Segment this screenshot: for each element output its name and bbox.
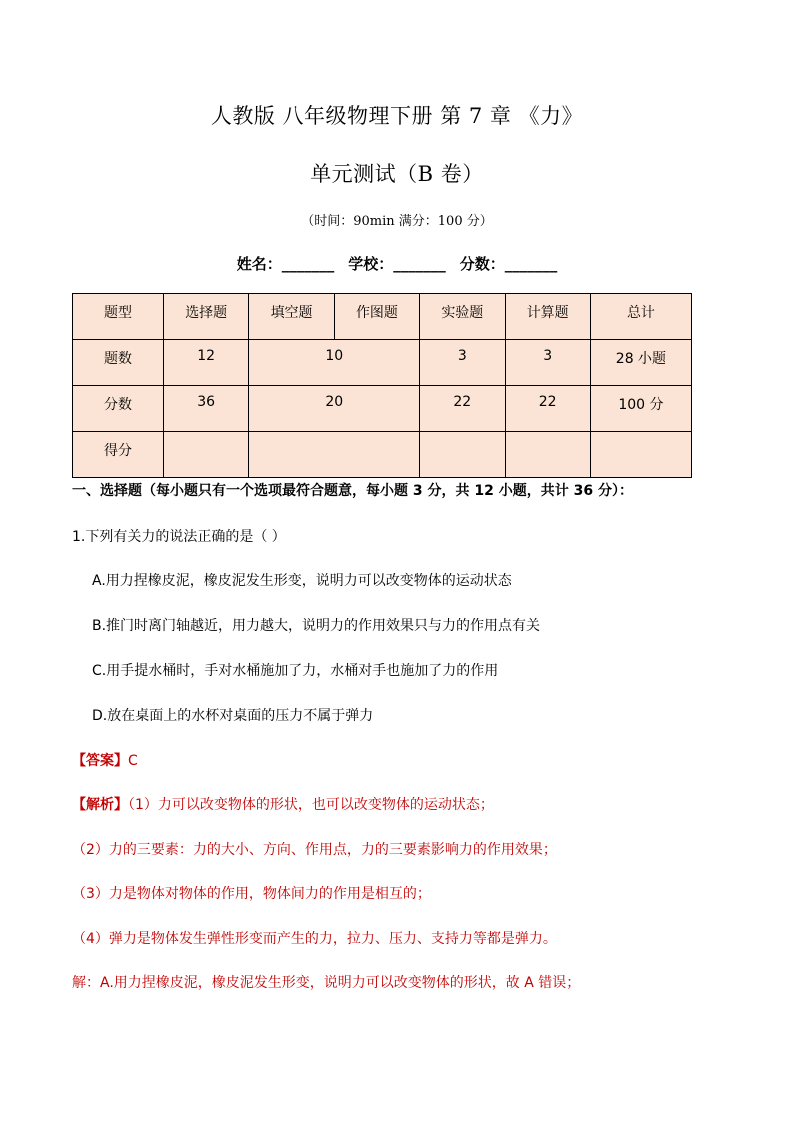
table-cell: 36	[164, 386, 249, 432]
analysis-point-2: （2）力的三要素：力的大小、方向、作用点，力的三要素影响力的作用效果；	[72, 842, 557, 858]
solution-line: 解：A.用力捏橡皮泥，橡皮泥发生形变，说明力可以改变物体的形状，故 A 错误；	[72, 975, 581, 991]
answer-value: C	[128, 753, 138, 769]
table-cell-empty	[590, 432, 691, 478]
analysis-point-4: （4）弹力是物体发生弹性形变而产生的力，拉力、压力、支持力等都是弹力。	[72, 931, 557, 947]
option-d: D.放在桌面上的水杯对桌面的压力不属于弹力	[92, 708, 374, 724]
table-cell: 22	[420, 386, 505, 432]
table-cell-empty	[164, 432, 249, 478]
table-header-cell: 题型	[73, 294, 164, 340]
analysis-point-1: （1）力可以改变物体的形状，也可以改变物体的运动状态；	[128, 797, 494, 813]
table-header-cell: 选择题	[164, 294, 249, 340]
analysis-point-3: （3）力是物体对物体的作用，物体间力的作用是相互的；	[72, 886, 431, 902]
exam-time-score: （时间：90min 满分：100 分）	[301, 214, 493, 229]
table-cell: 12	[164, 340, 249, 386]
option-a: A.用力捏橡皮泥，橡皮泥发生形变，说明力可以改变物体的运动状态	[92, 573, 512, 589]
score-table	[72, 293, 692, 478]
table-cell: 28 小题	[590, 340, 691, 386]
table-row-label: 得分	[73, 432, 164, 478]
table-row-label: 分数	[73, 386, 164, 432]
table-cell-empty	[249, 432, 420, 478]
name-field-label: 姓名：_______	[236, 255, 335, 273]
score-field-label: 分数：_______	[459, 255, 558, 273]
table-header-cell: 作图题	[334, 294, 419, 340]
table-cell: 22	[505, 386, 590, 432]
option-c: C.用手提水桶时，手对水桶施加了力，水桶对手也施加了力的作用	[92, 663, 499, 679]
table-header-row	[73, 294, 692, 340]
analysis-line	[72, 794, 494, 814]
table-cell: 100 分	[590, 386, 691, 432]
question-stem: 1.下列有关力的说法正确的是（ ）	[72, 529, 286, 545]
answer-label: 【答案】	[72, 753, 128, 769]
school-field-label: 学校：_______	[348, 255, 446, 273]
table-cell: 20	[249, 386, 420, 432]
table-cell: 3	[505, 340, 590, 386]
answer-line	[72, 750, 138, 770]
student-info-line	[0, 253, 794, 274]
table-cell: 10	[249, 340, 420, 386]
section-heading: 一、选择题（每小题只有一个选项最符合题意，每小题 3 分，共 12 小题，共计 36 分）：	[72, 483, 633, 499]
table-header-cell: 计算题	[505, 294, 590, 340]
table-row	[73, 432, 692, 478]
table-row	[73, 386, 692, 432]
table-cell-empty	[505, 432, 590, 478]
table-header-cell: 填空题	[249, 294, 334, 340]
option-b: B.推门时离门轴越近，用力越大，说明力的作用效果只与力的作用点有关	[92, 618, 541, 634]
table-header-cell: 实验题	[420, 294, 505, 340]
table-row-label: 题数	[73, 340, 164, 386]
table-row	[73, 340, 692, 386]
table-cell: 3	[420, 340, 505, 386]
document-title: 人教版 八年级物理下册 第 7 章 《力》	[210, 104, 584, 128]
table-cell-empty	[420, 432, 505, 478]
analysis-label: 【解析】	[72, 797, 128, 813]
table-header-cell: 总计	[590, 294, 691, 340]
document-subtitle-test: 单元测试（B 卷）	[310, 162, 484, 186]
